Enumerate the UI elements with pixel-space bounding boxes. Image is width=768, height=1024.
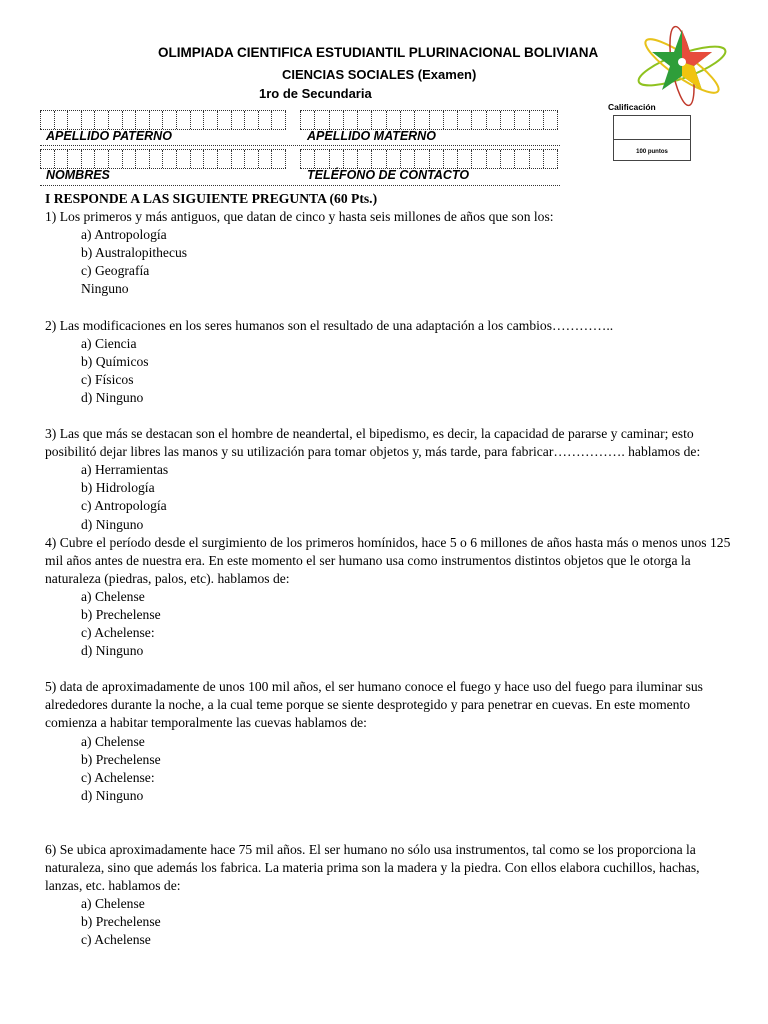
paternal-surname-cells[interactable] bbox=[40, 110, 286, 130]
question-5 bbox=[45, 678, 735, 805]
option-d: d) Ninguno bbox=[81, 389, 144, 405]
option-b: b) Químicos bbox=[81, 353, 149, 369]
question-4 bbox=[45, 534, 735, 661]
option-b: b) Prechelense bbox=[81, 606, 161, 622]
grade-points: 100 puntos bbox=[636, 149, 668, 155]
names-cells[interactable] bbox=[40, 149, 286, 169]
option-a: a) Ciencia bbox=[81, 335, 137, 351]
header-title: OLIMPIADA CIENTIFICA ESTUDIANTIL PLURINACIONAL BOLIVIANA bbox=[158, 45, 599, 60]
question-1 bbox=[45, 208, 735, 298]
option-b: b) Prechelense bbox=[81, 751, 161, 767]
question-text: 4) Cubre el período desde el surgimiento de los primeros homínidos, hace 5 o 6 millones de años hasta más o menos unos 125 mil años antes de nuestra era. En este momento el ser humano usa como instrumentos distintos objetos que le otorga la naturaleza (piedras, palos, etc). hablamos de: bbox=[45, 534, 731, 586]
olympiad-logo-icon bbox=[630, 22, 730, 108]
header-grade-level: 1ro de Secundaria bbox=[259, 86, 372, 101]
option-c: c) Geografía bbox=[81, 263, 150, 279]
header-subject: CIENCIAS SOCIALES (Examen) bbox=[282, 67, 477, 82]
grade-box bbox=[613, 115, 691, 161]
phone-cells[interactable] bbox=[300, 149, 558, 169]
option-a: a) Antropología bbox=[81, 227, 167, 243]
option-b: b) Australopithecus bbox=[81, 245, 188, 261]
option-d: Ninguno bbox=[81, 281, 129, 297]
option-c: c) Achelense: bbox=[81, 625, 155, 641]
phone-label: TELÉFONO DE CONTACTO bbox=[307, 168, 470, 182]
question-text: 3) Las que más se destacan son el hombre de neandertal, el bipedismo, es decir, la capacidad de pararse y caminar; esto posibilitó dejar libres las manos y su utilización para tomar objetos y, más tarde, para fabricar……………. hablamos de: bbox=[45, 426, 701, 460]
question-text: 2) Las modificaciones en los seres humanos son el resultado de una adaptación a los cambios………….. bbox=[45, 317, 614, 333]
names-label: NOMBRES bbox=[46, 168, 110, 182]
section-title: I RESPONDE A LAS SIGUIENTE PREGUNTA (60 Pts.) bbox=[45, 191, 378, 206]
maternal-surname-label: APELLIDO MATERNO bbox=[307, 129, 436, 143]
option-d: d) Ninguno bbox=[81, 516, 144, 532]
option-c: c) Físicos bbox=[81, 371, 134, 387]
exam-content bbox=[45, 190, 735, 949]
option-b: b) Prechelense bbox=[81, 914, 161, 930]
option-a: a) Chelense bbox=[81, 733, 145, 749]
question-6 bbox=[45, 841, 735, 950]
option-a: a) Chelense bbox=[81, 588, 145, 604]
option-c: c) Antropología bbox=[81, 498, 167, 514]
option-a: a) Chelense bbox=[81, 896, 145, 912]
question-2 bbox=[45, 317, 735, 407]
option-d: d) Ninguno bbox=[81, 787, 144, 803]
question-3 bbox=[45, 425, 735, 534]
option-c: c) Achelense bbox=[81, 932, 151, 948]
option-c: c) Achelense: bbox=[81, 769, 155, 785]
option-a: a) Herramientas bbox=[81, 462, 169, 478]
grade-label: Calificación bbox=[608, 102, 656, 112]
question-text: 6) Se ubica aproximadamente hace 75 mil años. El ser humano no sólo usa instrumentos, tal como se los proporciona la naturaleza, sino que además los fabrica. La materia prima son la madera y la piedra. Con ellos elabora cuchillos, hachas, lanzas, etc. hablamos de: bbox=[45, 841, 700, 894]
question-text: 5) data de aproximadamente de unos 100 mil años, el ser humano conoce el fuego y hace uso del fuego para iluminar sus alrededores durante la noche, a la cual teme porque se siente desprotegido y para penetrar en cuevas. En este momento comienza a habitar temporalmente las cuevas hablamos de: bbox=[45, 679, 703, 731]
question-text: 1) Los primeros y más antiguos, que datan de cinco y hasta seis millones de años que son los: bbox=[45, 209, 554, 225]
option-b: b) Hidrología bbox=[81, 480, 155, 496]
maternal-surname-cells[interactable] bbox=[300, 110, 558, 130]
option-d: d) Ninguno bbox=[81, 643, 144, 659]
paternal-surname-label: APELLIDO PATERNO bbox=[46, 129, 172, 143]
